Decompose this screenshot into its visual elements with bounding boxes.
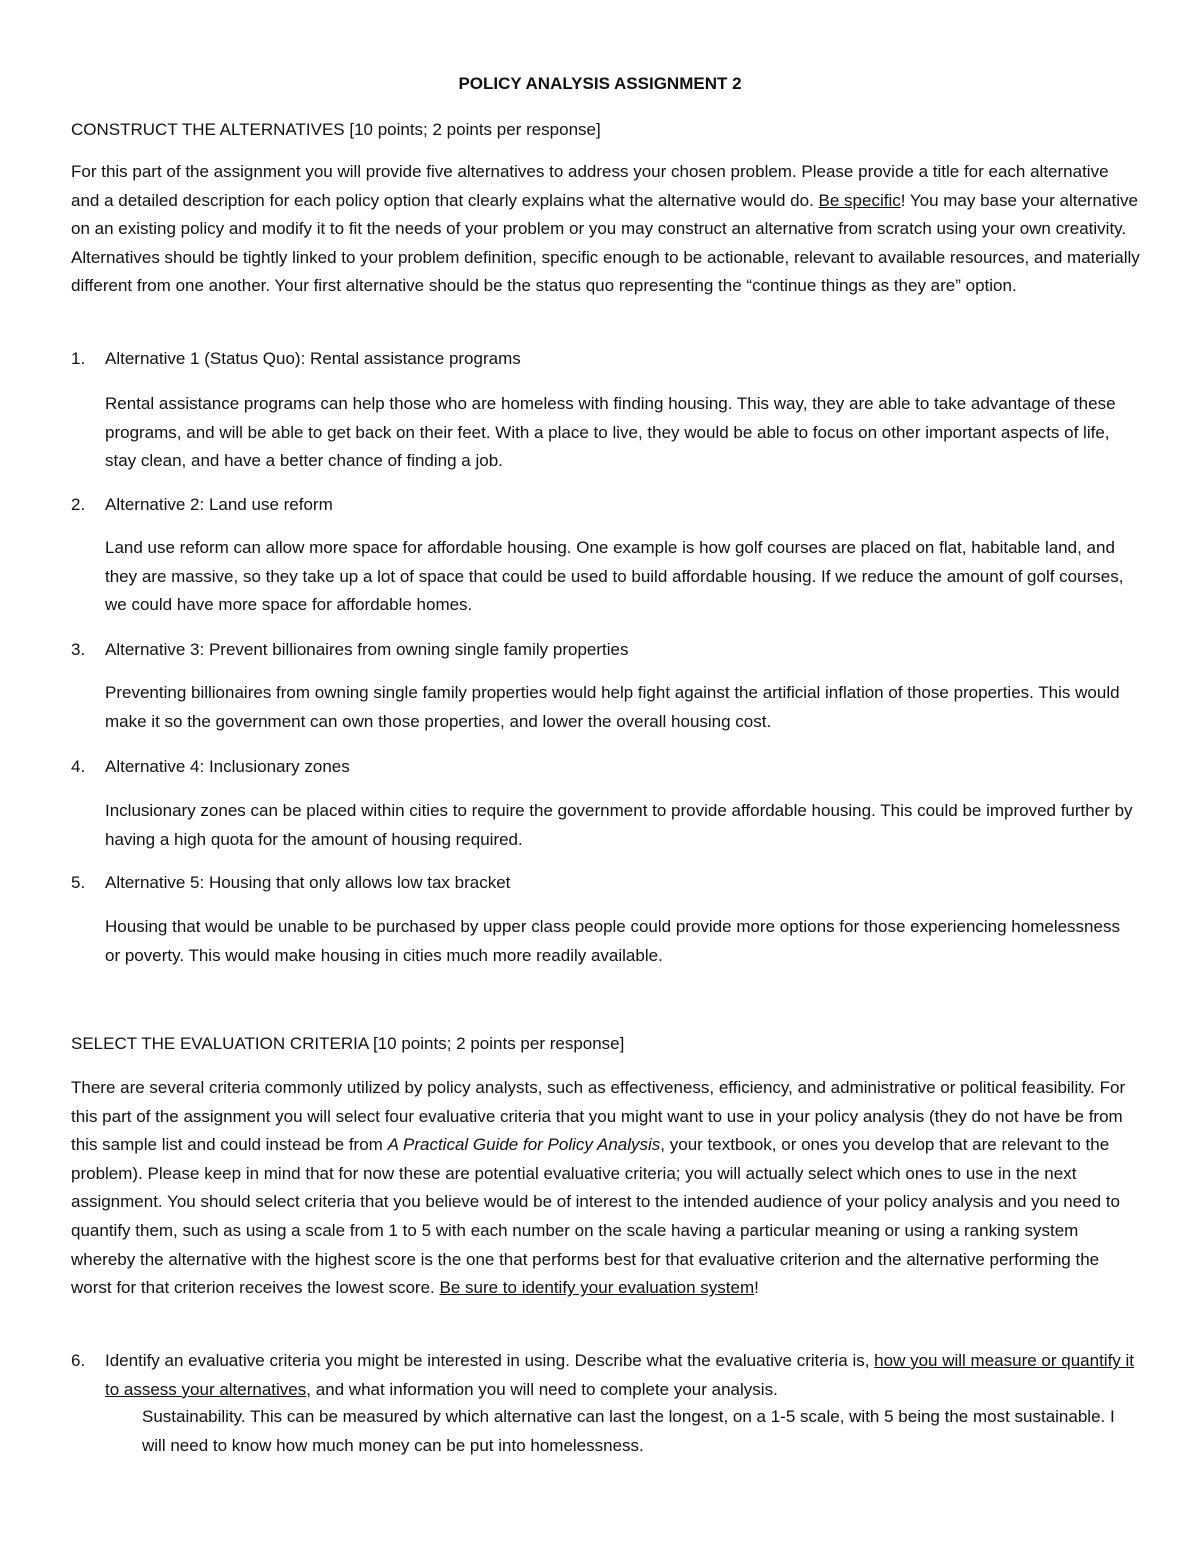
list-number: 2. [71, 495, 86, 514]
list-number: 6. [71, 1351, 86, 1370]
alternative-title: Alternative 2: Land use reform [105, 495, 333, 514]
criteria-emphasis: Be sure to identify your evaluation system [439, 1278, 755, 1298]
list-number: 4. [71, 757, 86, 776]
alternative-description-4: Inclusionary zones can be placed within cities to require the government to provide affordable housing. This could be improved further by having a high quota for the amount of housing required. [105, 801, 1133, 849]
alternative-description-5: Housing that would be unable to be purchased by upper class people could provide more options for those experiencing homelessness or poverty. This would make housing in cities much more readily available. [105, 917, 1120, 965]
section-heading-alternatives: CONSTRUCT THE ALTERNATIVES [10 points; 2 points per response] [71, 120, 601, 139]
criteria-text-part1: There are several criteria commonly utilized by policy analysts, such as effectiveness, efficiency, and administrative or political feasibility. For this part of the assignment you will select four evaluative criteria that you might want to use in your policy analysis (they do not have be from this sample list and could instead be from [71, 1078, 1126, 1155]
list-number: 3. [71, 640, 86, 659]
intro-text-part1: For this part of the assignment you will provide five alternatives to address your chosen problem. Please provide a title for each alternative and a detailed description for each policy option that clearly explains what the alternative would do. [71, 162, 1109, 210]
section-intro-alternatives [71, 158, 1141, 301]
alternative-title: Alternative 4: Inclusionary zones [105, 757, 350, 776]
intro-text-part2: ! You may base your alternative on an existing policy and modify it to fit the needs of your problem or you may construct an alternative from scratch using your own creativity. Alternatives should be tightly linked to your problem definition, specific enough to be actionable, relevant to available resources, and materially different from one another. Your first alternative should be the status quo representing the “continue things as they are” option. [71, 190, 1140, 296]
alternative-description-1: Rental assistance programs can help those who are homeless with finding housing. This way, they are able to take advantage of these programs, and will be able to get back on their feet. With a place to live, they would be able to focus on other important aspects of life, stay clean, and have a better chance of finding a job. [105, 394, 1116, 471]
intro-emphasis: Be specific [818, 190, 901, 210]
question-answer-6: Sustainability. This can be measured by which alternative can last the longest, on a 1-5 scale, with 5 being the most sustainable. I will need to know how much money can be put into homelessness. [142, 1407, 1115, 1455]
book-title: A Practical Guide for Policy Analysis [387, 1135, 661, 1155]
criteria-text-part3: ! [754, 1278, 759, 1298]
section-intro-criteria [71, 1074, 1141, 1303]
alternative-title: Alternative 3: Prevent billionaires from owning single family properties [105, 640, 629, 659]
list-number: 5. [71, 873, 86, 892]
question-text-part2: , and what information you will need to complete your analysis. [306, 1379, 778, 1399]
alternative-description-3: Preventing billionaires from owning single family properties would help fight against the artificial inflation of those properties. This would make it so the government can own those properties, and lower the overall housing cost. [105, 683, 1120, 731]
alternative-title: Alternative 5: Housing that only allows low tax bracket [105, 873, 511, 892]
list-number: 1. [71, 349, 86, 368]
question-text-part1: Identify an evaluative criteria you might be interested in using. Describe what the evaluative criteria is, [105, 1351, 875, 1370]
question-text [105, 1347, 1141, 1404]
section-heading-criteria: SELECT THE EVALUATION CRITERIA [10 points; 2 points per response] [71, 1034, 625, 1053]
criteria-text-part2: , your textbook, or ones you develop that are relevant to the problem). Please keep in mind that for now these are potential evaluative criteria; you will actually select which ones to use in the next assignment. You should select criteria that you believe would be of interest to the intended audience of your policy analysis and you need to quantify them, such as using a scale from 1 to 5 with each number on the scale having a particular meaning or using a ranking system whereby the alternative with the highest score is the one that performs best for that evaluative criterion and the alternative performing the worst for that criterion receives the lowest score. [71, 1135, 1121, 1298]
document-title: POLICY ANALYSIS ASSIGNMENT 2 [458, 74, 742, 93]
alternative-title: Alternative 1 (Status Quo): Rental assistance programs [105, 349, 521, 368]
question-emphasis: how you will measure or quantify it to assess your alternatives [105, 1351, 1135, 1399]
alternative-description-2: Land use reform can allow more space for affordable housing. One example is how golf courses are placed on flat, habitable land, and they are massive, so they take up a lot of space that could be used to build affordable housing. If we reduce the amount of golf courses, we could have more space for affordable homes. [105, 538, 1124, 615]
